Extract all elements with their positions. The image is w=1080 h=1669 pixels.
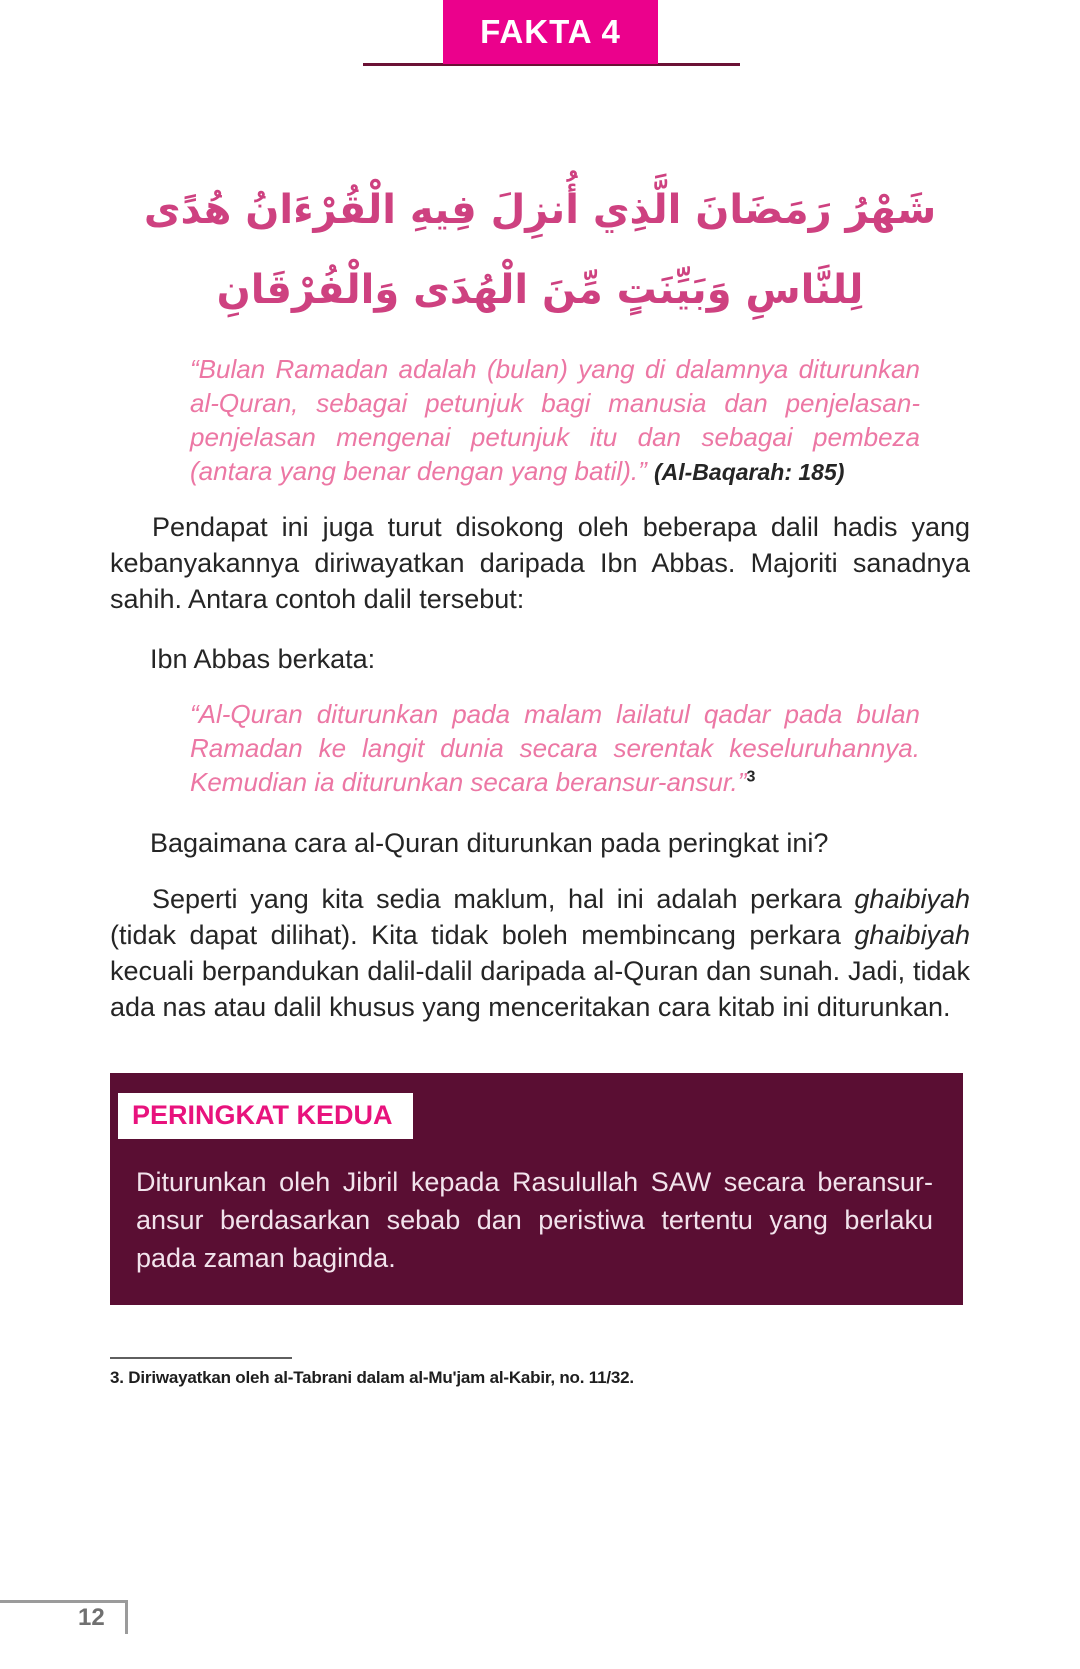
peringkat-kedua-callout [110,1073,963,1305]
chapter-banner-label: FAKTA 4 [480,13,621,50]
body-paragraph-1: Pendapat ini juga turut disokong oleh beberapa dalil hadis yang kebanyakannya diriwayatkan daripada Ibn Abbas. Majoriti sanadnya sahih. Antara contoh dalil tersebut: [110,512,970,614]
paragraph-segment: kecuali berpandukan dalil-dalil daripada al-Quran dan sunah. Jadi, tidak ada nas atau dalil khusus yang menceritakan cara kitab ini diturunkan. [110,956,970,1022]
callout-title: PERINGKAT KEDUA [118,1093,413,1139]
page-number-side-line [125,1600,128,1634]
verse-translation-quote [190,352,920,489]
page-number: 12 [78,1604,105,1631]
footnote-marker: 3 [746,768,756,786]
verse-translation-text: “Bulan Ramadan adalah (bulan) yang di dalamnya diturunkan al-Quran, sebagai petunjuk bagi manusia dan penjelasan-penjelasan mengenai petunjuk itu dan sebagai pembeza (antara yang benar dengan yang batil).” [190,354,920,486]
hadith-quote [190,697,920,799]
hadith-quote-text: “Al-Quran diturunkan pada malam lailatul qadar pada bulan Ramadan ke langit dunia secara serentak keseluruhannya. Kemudian ia diturunkan secara beransur-ansur.” [190,699,920,797]
body-paragraph-2 [110,881,970,1025]
question-line: Bagaimana cara al-Quran diturunkan pada peringkat ini? [150,828,829,858]
paragraph-segment: Seperti yang kita sedia maklum, hal ini adalah perkara [152,884,855,914]
page-number-top-line [0,1600,128,1603]
quran-verse-arabic [90,170,990,330]
verse-reference: (Al-Baqarah: 185) [653,459,845,485]
paragraph-segment-italic: ghaibiyah [854,884,970,914]
paragraph-segment: (tidak dapat dilihat). Kita tidak boleh membincang perkara [110,920,855,950]
footnote-text: 3. Diriwayatkan oleh al-Tabrani dalam al-Mu'jam al-Kabir, no. 11/32. [110,1368,634,1387]
quran-verse-arabic-line1: شَهْرُ رَمَضَانَ الَّذِي أُنزِلَ فِيهِ الْقُرْءَانُ هُدًى [143,187,937,233]
speaker-line: Ibn Abbas berkata: [150,644,376,674]
footnote-block [110,1357,970,1388]
chapter-banner [443,0,658,64]
paragraph-segment-italic: ghaibiyah [854,920,970,950]
footnote-divider [110,1357,292,1359]
quran-verse-arabic-line2: لِلنَّاسِ وَبَيِّنَتٍ مِّنَ الْهُدَى وَالْفُرْقَانِ [216,267,864,313]
callout-body: Diturunkan oleh Jibril kepada Rasulullah SAW secara beransur-ansur berdasarkan sebab dan peristiwa tertentu yang berlaku pada zaman baginda. [136,1167,933,1273]
